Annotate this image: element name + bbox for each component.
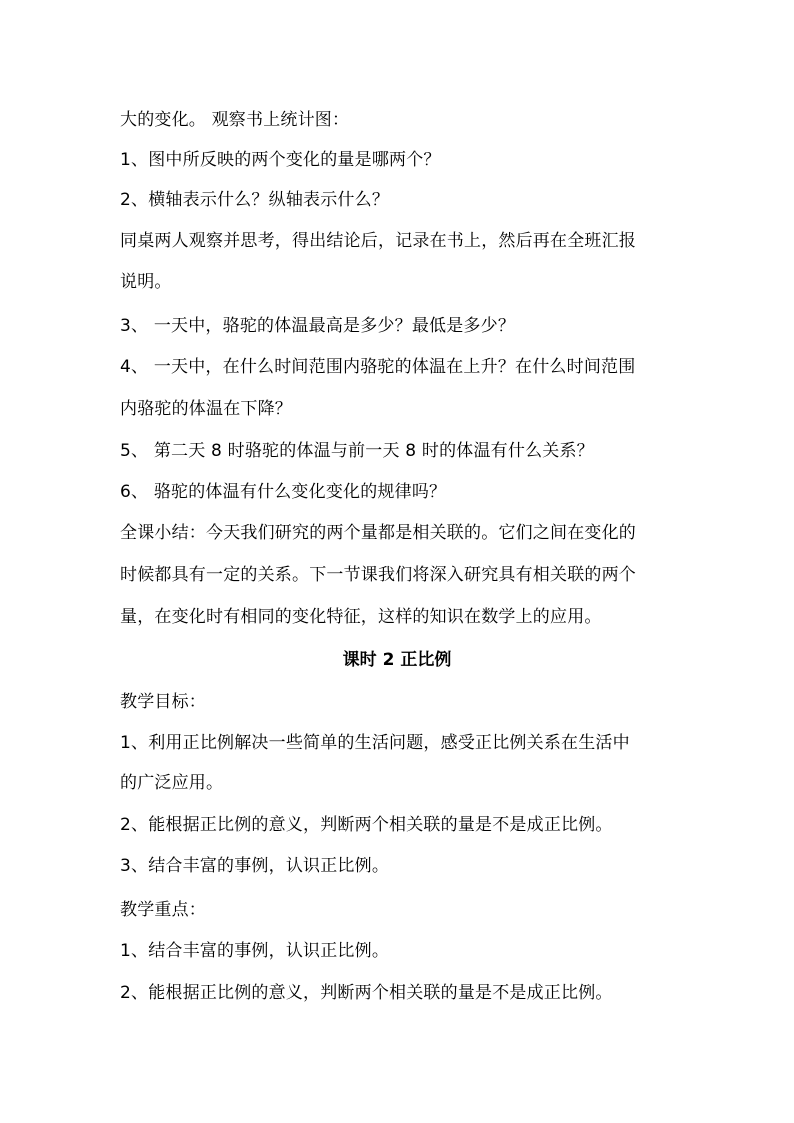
subheading-key-points: 教学重点：	[120, 900, 206, 920]
goal-item: 2、能根据正比例的意义，判断两个相关联的量是不是成正比例。	[120, 815, 613, 835]
paragraph-line: 内骆驼的体温在下降？	[120, 399, 292, 419]
paragraph-line: 说明。	[120, 272, 172, 292]
summary-line: 时候都具有一定的关系。下一节课我们将深入研究具有相关联的两个	[120, 565, 636, 585]
summary-line: 量，在变化时有相同的变化特征，这样的知识在数学上的应用。	[120, 607, 602, 627]
paragraph-line: 大的变化。 观察书上统计图：	[120, 110, 350, 130]
question-3: 3、 一天中，骆驼的体温最高是多少？最低是多少？	[120, 316, 516, 336]
key-point-item: 1、结合丰富的事例，认识正比例。	[120, 941, 390, 961]
section-title: 课时 2 正比例	[342, 650, 452, 670]
question-2: 2、横轴表示什么？纵轴表示什么？	[120, 190, 390, 210]
question-5: 5、 第二天 8 时骆驼的体温与前一天 8 时的体温有什么关系？	[120, 441, 594, 461]
question-1: 1、图中所反映的两个变化的量是哪两个？	[120, 150, 441, 170]
key-point-item: 2、能根据正比例的意义，判断两个相关联的量是不是成正比例。	[120, 983, 613, 1003]
summary-line: 全课小结：今天我们研究的两个量都是相关联的。它们之间在变化的	[120, 523, 636, 543]
question-6: 6、 骆驼的体温有什么变化变化的规律吗？	[120, 482, 447, 502]
question-4: 4、 一天中，在什么时间范围内骆驼的体温在上升？在什么时间范围	[120, 357, 636, 377]
paragraph-line: 同桌两人观察并思考，得出结论后，记录在书上，然后再在全班汇报	[120, 231, 636, 251]
goal-item: 1、利用正比例解决一些简单的生活问题，感受正比例关系在生活中	[120, 733, 630, 753]
goal-item: 的广泛应用。	[120, 773, 224, 793]
goal-item: 3、结合丰富的事例，认识正比例。	[120, 856, 390, 876]
subheading-goals: 教学目标：	[120, 692, 206, 712]
